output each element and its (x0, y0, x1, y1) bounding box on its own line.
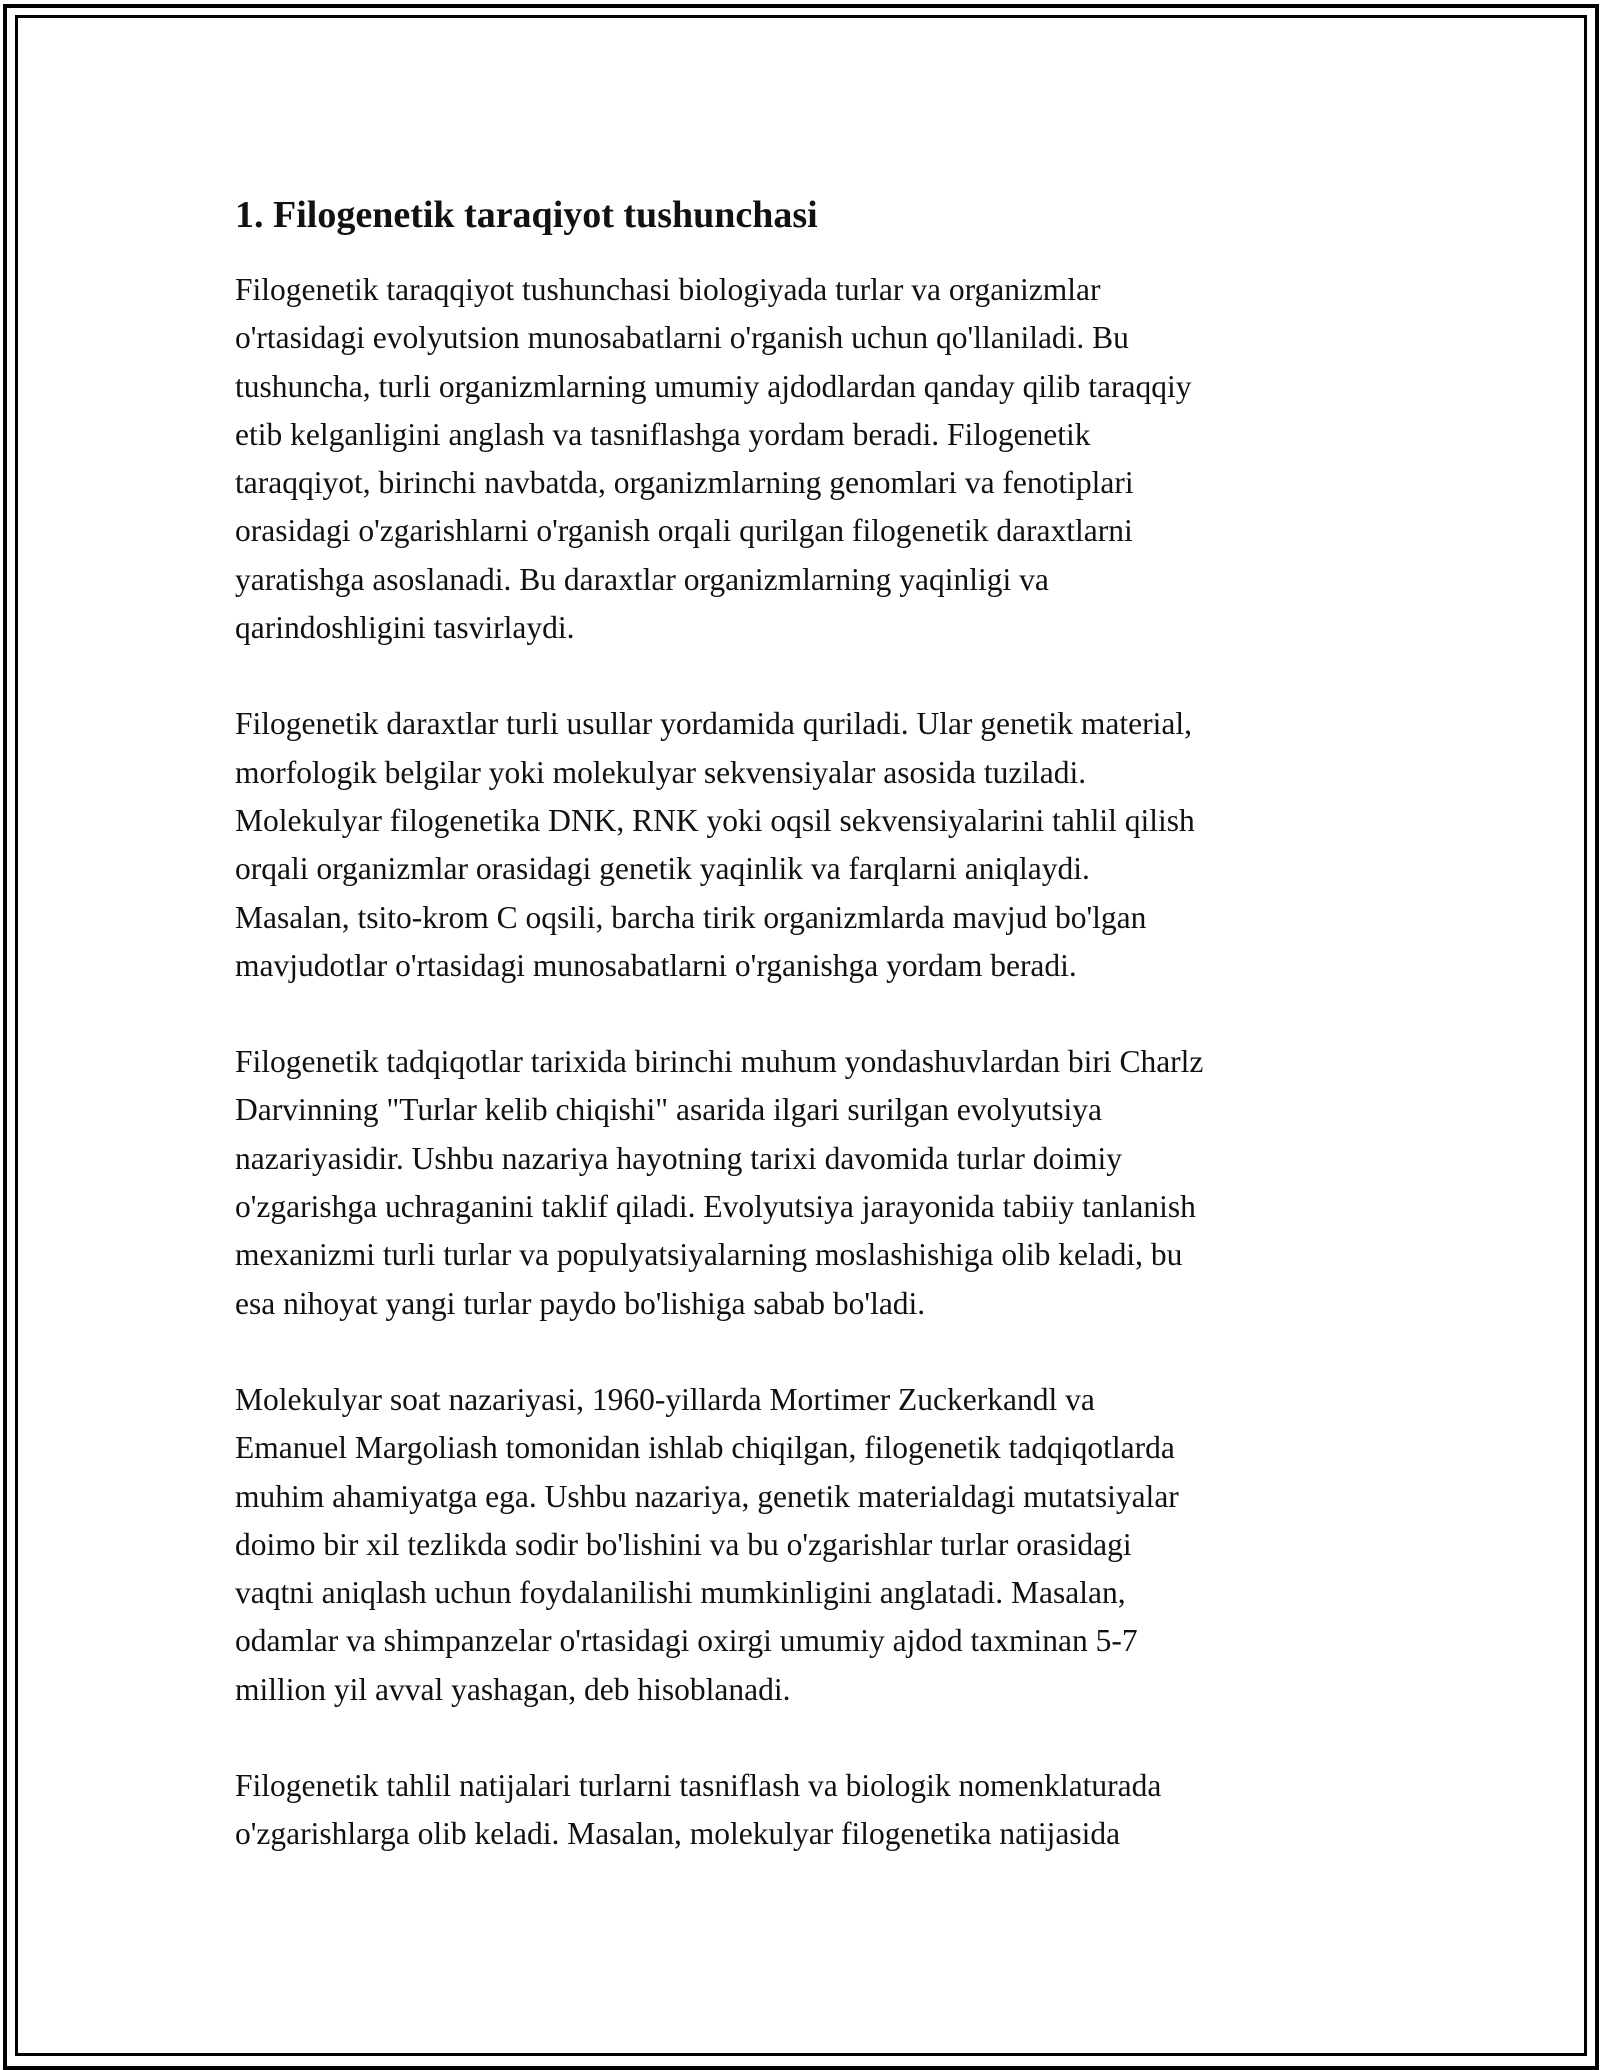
paragraph-line: Molekulyar filogenetika DNK, RNK yoki oqsil sekvensiyalarini tahlil qilish (235, 802, 1195, 838)
paragraph-4 (235, 1376, 1370, 1714)
paragraph-line: doimo bir xil tezlikda sodir bo'lishini va bu o'zgarishlar turlar orasidagi (235, 1526, 1132, 1562)
paragraph-line: esa nihoyat yangi turlar paydo bo'lishiga sabab bo'ladi. (235, 1285, 926, 1321)
section-heading: 1. Filogenetik taraqiyot tushunchasi (235, 194, 818, 236)
paragraph-line: taraqqiyot, birinchi navbatda, organizmlarning genomlari va fenotiplari (235, 465, 1134, 501)
paragraph-5 (235, 1762, 1370, 1859)
paragraph-1 (235, 266, 1370, 652)
paragraph-line: o'zgarishga uchraganini taklif qiladi. Evolyutsiya jarayonida tabiiy tanlanish (235, 1189, 1196, 1225)
paragraph-line: Filogenetik tahlil natijalari turlarni tasniflash va biologik nomenklaturada (235, 1768, 1162, 1804)
paragraph-line: yaratishga asoslanadi. Bu daraxtlar organizmlarning yaqinligi va (235, 561, 1049, 597)
paragraph-line: muhim ahamiyatga ega. Ushbu nazariya, genetik materialdagi mutatsiyalar (235, 1478, 1179, 1514)
paragraph-line: Filogenetik tadqiqotlar tarixida birinchi muhum yondashuvlardan biri Charlz (235, 1044, 1204, 1080)
paragraph-line: Masalan, tsito-krom C oqsili, barcha tirik organizmlarda mavjud bo'lgan (235, 899, 1147, 935)
paragraph-line: odamlar va shimpanzelar o'rtasidagi oxirgi umumiy ajdod taxminan 5-7 (235, 1623, 1138, 1659)
paragraph-line: Darvinning "Turlar kelib chiqishi" asarida ilgari surilgan evolyutsiya (235, 1092, 1103, 1128)
paragraph-line: Molekulyar soat nazariyasi, 1960-yillarda Mortimer Zuckerkandl va (235, 1381, 1095, 1417)
paragraph-line: tushuncha, turli organizmlarning umumiy ajdodlardan qanday qilib taraqqiy (235, 368, 1192, 404)
paragraph-line: orqali organizmlar orasidagi genetik yaqinlik va farqlarni aniqlaydi. (235, 851, 1090, 887)
paragraph-line: Filogenetik daraxtlar turli usullar yordamida quriladi. Ular genetik material, (235, 706, 1192, 742)
paragraph-line: Emanuel Margoliash tomonidan ishlab chiqilgan, filogenetik tadqiqotlarda (235, 1430, 1175, 1466)
paragraph-line: million yil avval yashagan, deb hisoblanadi. (235, 1671, 791, 1707)
paragraph-3 (235, 1038, 1370, 1328)
paragraph-line: morfologik belgilar yoki molekulyar sekvensiyalar asosida tuziladi. (235, 754, 1087, 790)
paragraph-line: o'rtasidagi evolyutsion munosabatlarni o'rganish uchun qo'llaniladi. Bu (235, 320, 1129, 356)
document-body (235, 180, 1370, 1907)
paragraph-line: orasidagi o'zgarishlarni o'rganish orqali qurilgan filogenetik daraxtlarni (235, 513, 1133, 549)
paragraph-line: qarindoshligini tasvirlaydi. (235, 610, 575, 646)
paragraph-line: vaqtni aniqlash uchun foydalanilishi mumkinligini anglatadi. Masalan, (235, 1575, 1126, 1611)
paragraph-line: nazariyasidir. Ushbu nazariya hayotning tarixi davomida turlar doimiy (235, 1140, 1122, 1176)
paragraph-line: etib kelganligini anglash va tasniflashga yordam beradi. Filogenetik (235, 416, 1091, 452)
paragraph-line: o'zgarishlarga olib keladi. Masalan, molekulyar filogenetika natijasida (235, 1816, 1121, 1852)
paragraph-line: Filogenetik taraqqiyot tushunchasi biologiyada turlar va organizmlar (235, 272, 1101, 307)
paragraph-line: mavjudotlar o'rtasidagi munosabatlarni o'rganishga yordam beradi. (235, 947, 1077, 983)
paragraph-2 (235, 700, 1370, 990)
paragraph-line: mexanizmi turli turlar va populyatsiyalarning moslashishiga olib keladi, bu (235, 1237, 1183, 1273)
